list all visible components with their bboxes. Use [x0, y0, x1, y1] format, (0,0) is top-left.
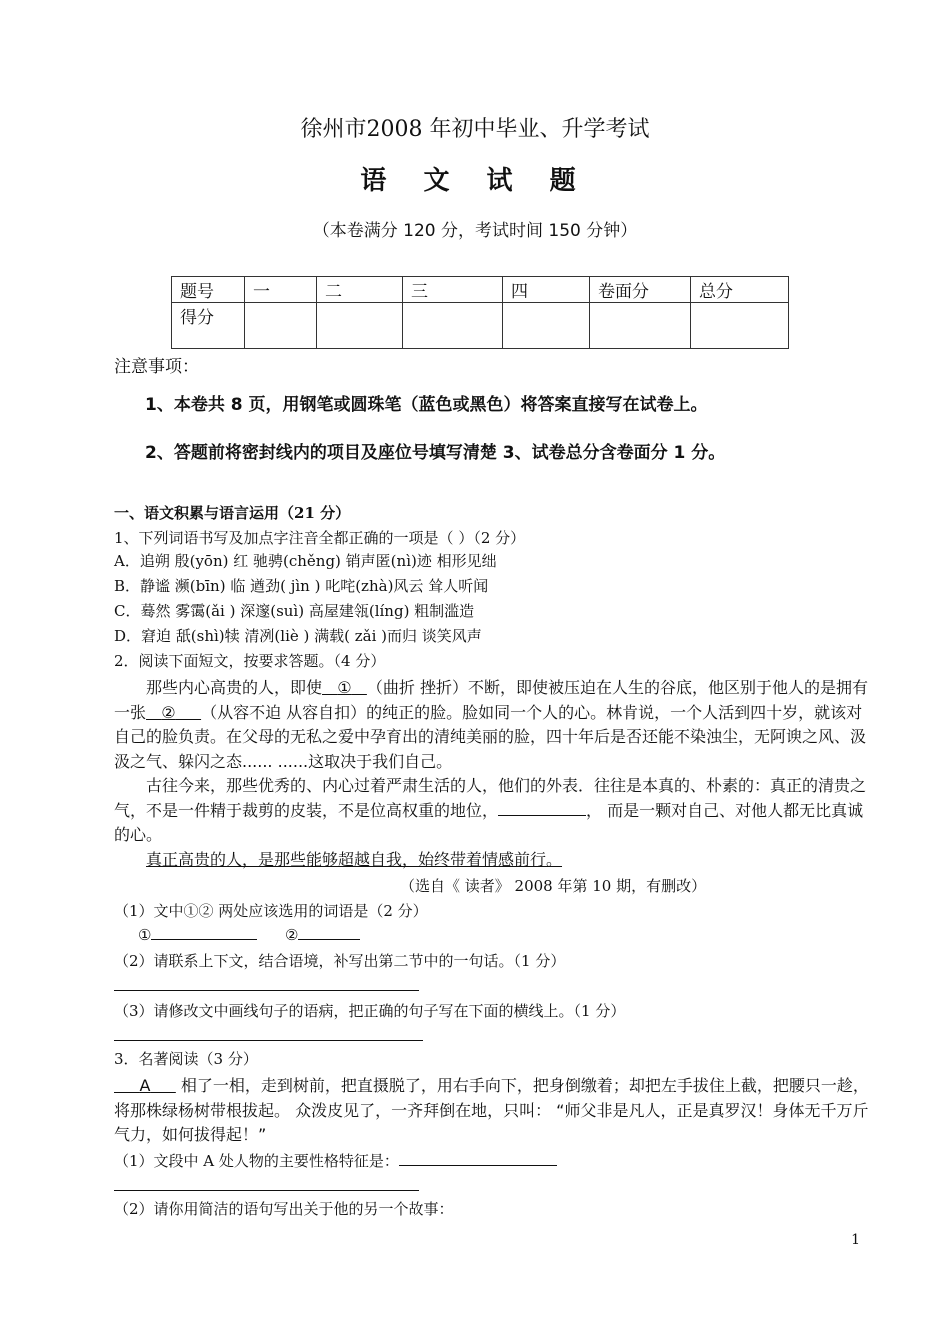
option-b[interactable]: B．静谧 濒(bīn) 临 遒劲( jìn ) 叱咤(zhà)风云 耸人听闻 — [114, 577, 489, 595]
question-3: 3．名著阅读（3 分） — [114, 1050, 258, 1068]
score-cell[interactable] — [403, 303, 503, 349]
source-note: （选自《 读者》 2008 年第 10 期，有删改） — [400, 877, 707, 895]
score-header-cell: 二 — [317, 277, 403, 303]
exam-title: 徐州市2008 年初中毕业、升学考试 — [300, 117, 650, 142]
score-header-cell: 一 — [245, 277, 317, 303]
notice-item-1: 1、本卷共 8 页，用钢笔或圆珠笔（蓝色或黑色）将答案直接写在试卷上。 — [145, 395, 708, 415]
question-2: 2．阅读下面短文，按要求答题。（4 分） — [114, 652, 386, 670]
score-header-cell: 卷面分 — [590, 277, 691, 303]
score-table-header-row — [172, 277, 789, 303]
notice-heading: 注意事项： — [114, 357, 199, 377]
answer-blank[interactable] — [498, 801, 586, 816]
answer-line[interactable] — [114, 1190, 419, 1191]
score-table — [171, 276, 789, 349]
passage-paragraph-1 — [114, 676, 874, 774]
passage-paragraph-3 — [114, 848, 874, 873]
score-cell[interactable] — [503, 303, 590, 349]
score-table-score-row — [172, 303, 789, 349]
option-d[interactable]: D．窘迫 舐(shì)犊 清冽(liè ) 满载( zǎi )而归 谈笑风声 — [114, 627, 482, 645]
subquestion-2-1: （1）文中①② 两处应该选用的词语是（2 分） — [114, 902, 428, 920]
subquestion-2-3: （3）请修改文中画线句子的语病，把正确的句子写在下面的横线上。（1 分） — [114, 1002, 626, 1020]
score-header-cell: 四 — [503, 277, 590, 303]
exam-subtitle: 语 文 试 题 — [360, 166, 590, 196]
passage-text: （从容不迫 从容自扣）的纯正的脸。脸如同一个人的心。林肯说，一个人活到四十岁，就该对自己的脸负责。在父母的无私之爱中孕育出的清纯美丽的脸，四十年后是否还能不染浊尘，无阿谀之风、汲汲之气、躲闪之态...... ......这取决于我们自己。 — [114, 702, 867, 771]
score-cell[interactable] — [317, 303, 403, 349]
exam-note: （本卷满分 120 分，考试时间 150 分钟） — [312, 221, 638, 241]
answer-line[interactable] — [114, 1040, 423, 1041]
answer-blank[interactable] — [298, 925, 360, 940]
score-row-label: 得分 — [172, 303, 245, 349]
question-1: 1、下列词语书写及加点字注音全都正确的一项是（ ）（2 分） — [114, 529, 526, 547]
blank-1 — [322, 678, 367, 697]
choice-2-label: ② — [285, 926, 299, 944]
passage-text: 古往今来，那些优秀的、内心过着严肃生活的人，他们的外表．往往是本真的、朴素的：真正的清贵之气，不是一件精于裁剪的皮装，不是位高权重的地位， — [114, 776, 867, 820]
answer-blank[interactable] — [151, 925, 257, 940]
score-cell[interactable] — [245, 303, 317, 349]
blank-1-label: ① — [337, 678, 352, 697]
subquestion-3-2: （2）请你用简洁的语句写出关于他的另一个故事： — [114, 1200, 454, 1218]
score-header-cell: 三 — [403, 277, 503, 303]
excerpt-text: 相了一相，走到树前，把直摄脱了，用右手向下，把身倒缴着；却把左手拔住上截，把腰只一趁，将那株绿杨树带根拔起。 众泼皮见了，一齐拜倒在地，只叫： “师父非是凡人，正是真罗汉！身体无千万斤气力，如何拔得起！” — [114, 1076, 869, 1144]
blank-2-label: ② — [161, 702, 176, 722]
score-header-cell: 题号 — [172, 277, 245, 303]
section-heading: 一、语文积累与语言运用（21 分） — [114, 504, 351, 522]
page-number: 1 — [851, 1232, 860, 1248]
excerpt-blank-label: A — [139, 1076, 151, 1095]
option-a[interactable]: A．追朔 殷(yōn) 红 驰骋(chěng) 销声匿(nì)迹 相形见绌 — [114, 552, 497, 570]
score-header-cell: 总分 — [691, 277, 789, 303]
subquestion-3-1 — [114, 1150, 557, 1171]
excerpt-blank — [114, 1076, 176, 1095]
subquestion-2-2: （2）请联系上下文，结合语境，补写出第二节中的一句话。（1 分） — [114, 952, 566, 970]
choice-1-label: ① — [138, 926, 152, 944]
option-c[interactable]: C．蓦然 雾霭(ǎi ) 深邃(suì) 高屋建瓴(líng) 粗制滥造 — [114, 602, 475, 620]
blank-2 — [146, 703, 201, 722]
answer-blank[interactable] — [399, 1151, 557, 1166]
passage-paragraph-2 — [114, 774, 874, 848]
score-cell[interactable] — [590, 303, 691, 349]
excerpt-paragraph — [114, 1074, 884, 1148]
underlined-sentence: 真正高贵的人，是那些能够超越自我，始终带着情感前行。 — [146, 850, 563, 869]
score-cell[interactable] — [691, 303, 789, 349]
subquestion-3-1-text: （1）文段中 A 处人物的主要性格特征是： — [114, 1152, 399, 1170]
passage-text: ， 而是一颗对自己、对他人都无比真诚的心。 — [114, 800, 864, 844]
answer-line[interactable] — [114, 990, 419, 991]
passage-text: 那些内心高贵的人，即使 — [146, 678, 323, 697]
answer-line-choices — [138, 925, 360, 944]
passage-text: 的是拥有一张 — [114, 678, 868, 722]
passage-text: （曲折 挫折）不断，即使被压迫在人生的谷底，他区别于他人 — [366, 678, 804, 697]
notice-item-2: 2、答题前将密封线内的项目及座位号填写清楚 3、试卷总分含卷面分 1 分。 — [145, 443, 726, 463]
